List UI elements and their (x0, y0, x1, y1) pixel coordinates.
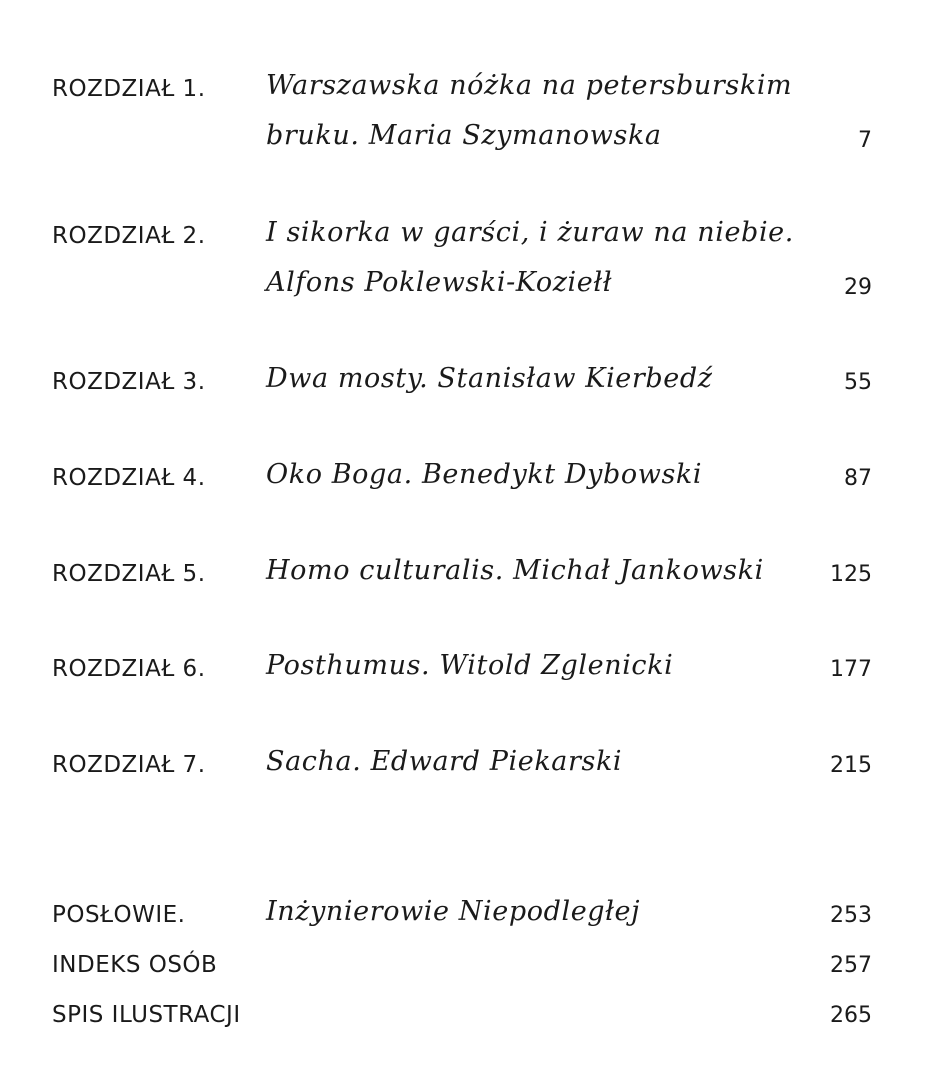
chapter-title-line-2: Alfons Poklewski-Koziełł (266, 267, 613, 298)
illustrations-label: SPIS ILUSTRACJI (52, 1002, 241, 1028)
chapter-label: ROZDZIAŁ 6. (52, 656, 206, 682)
chapter-title-line-1: I sikorka w garści, i żuraw na niebie. (266, 217, 794, 248)
page-number: 29 (844, 275, 872, 300)
chapter-label: ROZDZIAŁ 1. (52, 76, 206, 102)
chapter-title: Sacha. Edward Piekarski (266, 746, 623, 777)
page-number: 177 (830, 657, 872, 682)
page-number: 253 (830, 903, 872, 928)
chapter-label: ROZDZIAŁ 5. (52, 561, 206, 587)
page-number: 125 (830, 562, 872, 587)
chapter-title: Posthumus. Witold Zglenicki (266, 650, 674, 681)
page-number: 87 (844, 466, 872, 491)
afterword-label: POSŁOWIE. (52, 902, 186, 928)
afterword-title: Inżynierowie Niepodległej (266, 896, 641, 927)
chapter-label: ROZDZIAŁ 3. (52, 369, 206, 395)
index-label: INDEKS OSÓB (52, 952, 218, 978)
page-number: 265 (830, 1003, 872, 1028)
chapter-label: ROZDZIAŁ 2. (52, 223, 206, 249)
chapter-title: Homo culturalis. Michał Jankowski (266, 555, 764, 586)
chapter-label: ROZDZIAŁ 7. (52, 752, 206, 778)
page-number: 55 (844, 370, 872, 395)
page-number: 257 (830, 953, 872, 978)
chapter-title-line-1: Warszawska nóżka na petersburskim (266, 70, 793, 101)
page-number: 7 (858, 128, 872, 153)
page-number: 215 (830, 753, 872, 778)
chapter-title: Dwa mosty. Stanisław Kierbedź (266, 363, 713, 394)
chapter-title-line-2: bruku. Maria Szymanowska (266, 120, 662, 151)
chapter-label: ROZDZIAŁ 4. (52, 465, 206, 491)
chapter-title: Oko Boga. Benedykt Dybowski (266, 459, 703, 490)
